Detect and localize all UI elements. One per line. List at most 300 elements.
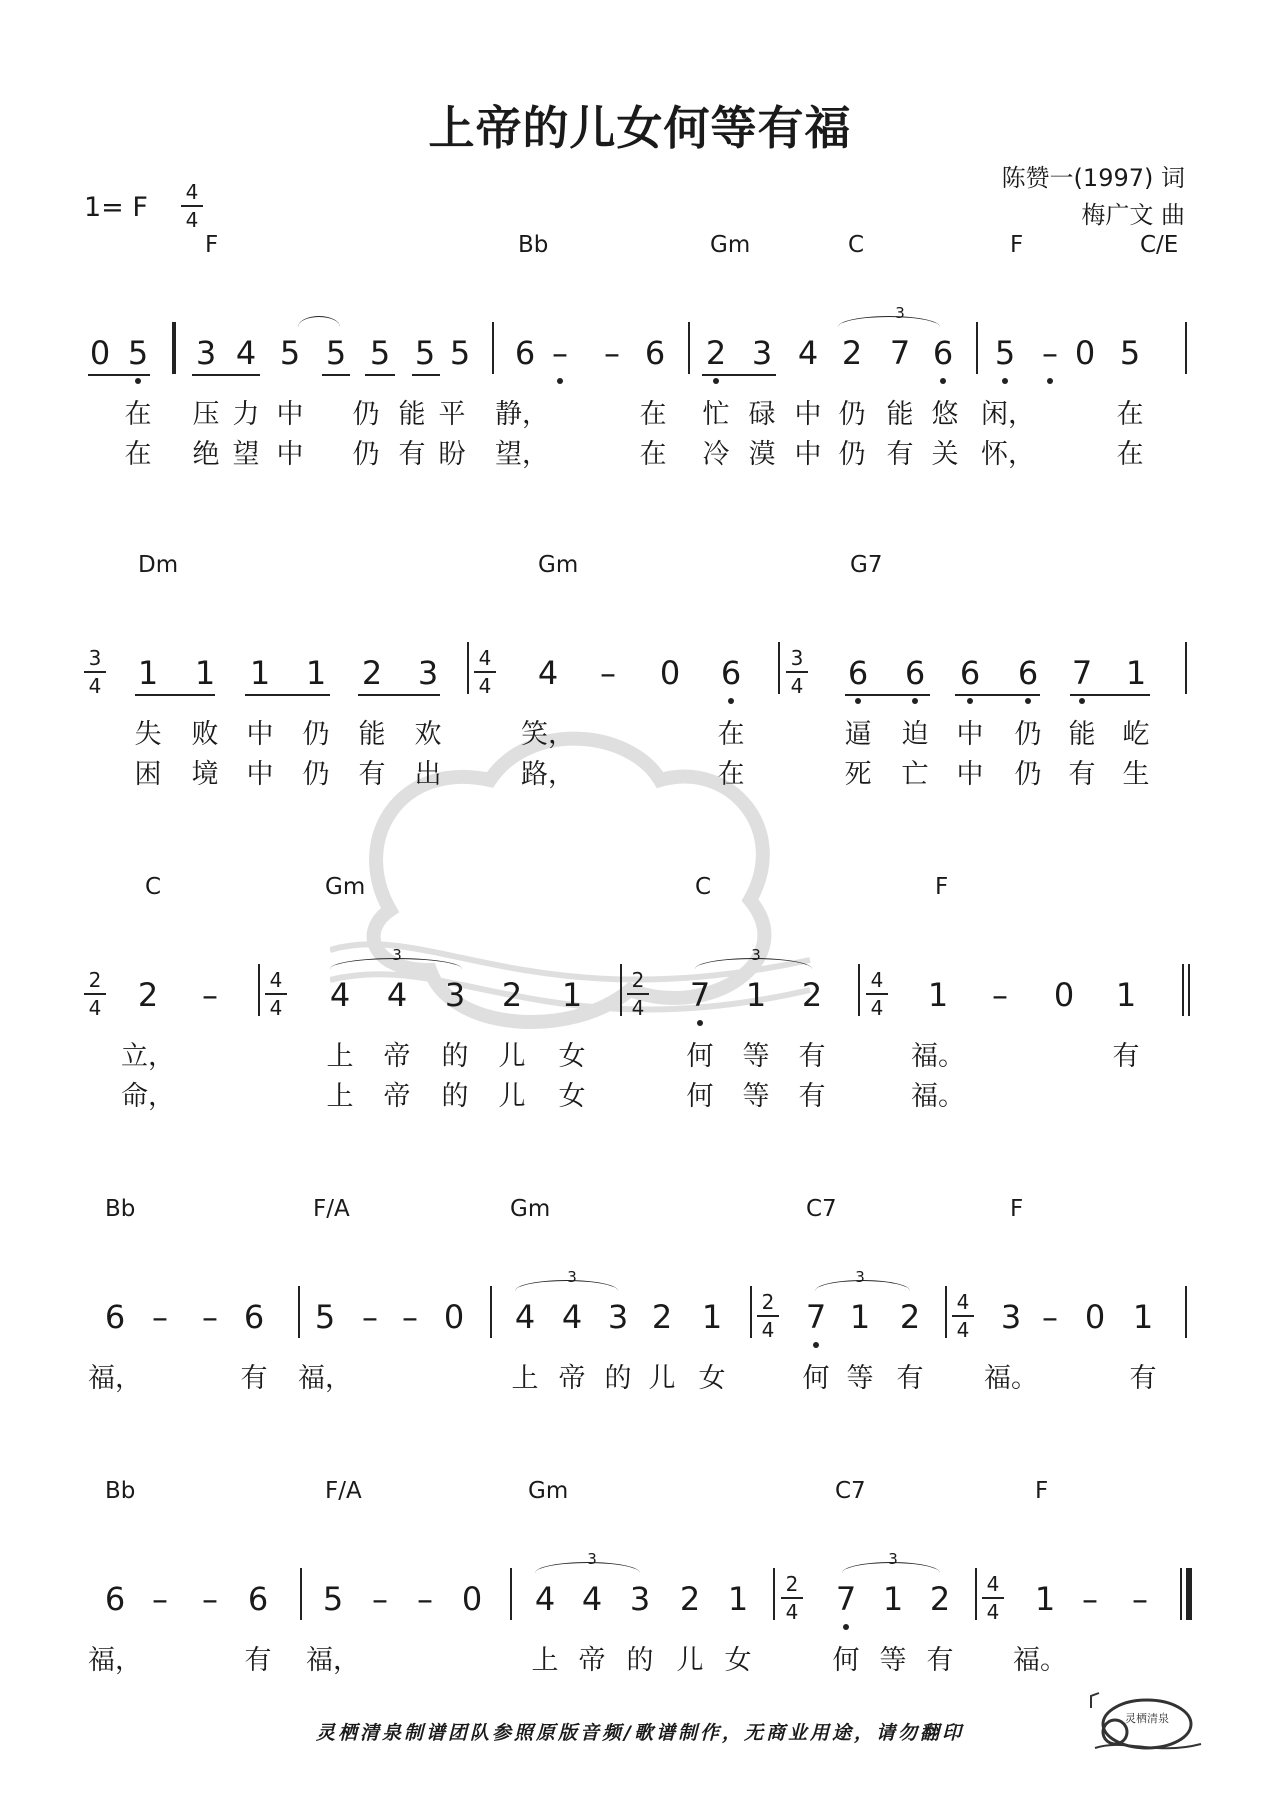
lyric-syllable: 绝 (192, 439, 220, 470)
ts-top: 4 (478, 646, 492, 670)
lyric-syllable: 福。 (1013, 1645, 1067, 1676)
ts-top: 4 (956, 1290, 970, 1314)
lyric-syllable: 的 (441, 1041, 469, 1072)
beam-underline (702, 374, 776, 376)
hold-dash: – (152, 1580, 168, 1618)
lyric-syllable: 中 (956, 719, 984, 750)
lyric-syllable: 望， (495, 439, 549, 470)
low-octave-dot (1025, 698, 1031, 704)
bar-line (510, 1568, 512, 1620)
chord-symbol: C7 (835, 1478, 866, 1504)
jianpu-note: 5 (325, 334, 347, 372)
triplet-number: 3 (895, 304, 905, 322)
ts-bottom: 4 (88, 674, 102, 698)
chord-symbol: F/A (313, 1196, 350, 1222)
jianpu-note: 1 (1125, 654, 1147, 692)
lyric-syllable: 儿 (648, 1363, 676, 1394)
jianpu-note: 2 (361, 654, 383, 692)
time-signature (474, 648, 496, 696)
chord-symbol: Bb (105, 1478, 136, 1504)
lyric-syllable: 关 (931, 439, 959, 470)
lyric-syllable: 儿 (498, 1041, 526, 1072)
ts-top: 3 (790, 646, 804, 670)
initial-time-signature (181, 182, 203, 230)
jianpu-note: 2 (929, 1580, 951, 1618)
jianpu-note: 0 (1084, 1298, 1106, 1336)
lyric-syllable: 路， (521, 759, 575, 790)
jianpu-note: 7 (689, 976, 711, 1014)
lyric-syllable: 有 (240, 1363, 268, 1394)
lyric-syllable: 静， (495, 399, 549, 430)
time-signature (757, 1292, 779, 1340)
lyric-syllable: 等 (879, 1645, 907, 1676)
jianpu-note: 2 (899, 1298, 921, 1336)
chord-symbol: Gm (710, 232, 751, 258)
jianpu-note: 3 (417, 654, 439, 692)
low-octave-dot (1079, 698, 1085, 704)
lyric-syllable: 中 (276, 399, 304, 430)
jianpu-note: 4 (537, 654, 559, 692)
lyric-syllable: 迫 (901, 719, 929, 750)
jianpu-note: 3 (1000, 1298, 1022, 1336)
lyric-syllable: 仍 (1014, 759, 1042, 790)
time-signature (84, 648, 106, 696)
beam-underline (845, 694, 930, 696)
jianpu-note: 3 (751, 334, 773, 372)
jianpu-note: 3 (629, 1580, 651, 1618)
chord-symbol: Gm (538, 552, 579, 578)
lyric-syllable: 出 (414, 759, 442, 790)
lyric-syllable: 能 (398, 399, 426, 430)
lyric-syllable: 中 (276, 439, 304, 470)
lyric-syllable: 仍 (838, 399, 866, 430)
jianpu-note: 1 (1132, 1298, 1154, 1336)
chord-symbol: Bb (105, 1196, 136, 1222)
low-octave-dot (557, 378, 563, 384)
jianpu-note: 2 (651, 1298, 673, 1336)
hold-dash: – (552, 334, 568, 372)
lyric-syllable: 有 (886, 439, 914, 470)
lyric-syllable: 境 (191, 759, 219, 790)
lyric-syllable: 压 (192, 399, 220, 430)
hold-dash: – (362, 1298, 378, 1336)
lyric-syllable: 上 (326, 1081, 354, 1112)
chord-symbol: F/A (325, 1478, 362, 1504)
jianpu-note: 6 (644, 334, 666, 372)
time-signature (952, 1292, 974, 1340)
low-octave-dot (940, 378, 946, 384)
lyric-syllable: 帝 (383, 1081, 411, 1112)
jianpu-note: 6 (847, 654, 869, 692)
ts-bottom: 4 (761, 1318, 775, 1342)
lyric-syllable: 儿 (498, 1081, 526, 1112)
beam-underline (135, 694, 215, 696)
jianpu-note: 6 (904, 654, 926, 692)
lyric-syllable: 屹 (1122, 719, 1150, 750)
hold-dash: – (992, 976, 1008, 1014)
time-signature (627, 970, 649, 1018)
lyric-syllable: 福， (306, 1645, 360, 1676)
jianpu-note: 3 (444, 976, 466, 1014)
low-octave-dot (713, 378, 719, 384)
lyric-syllable: 在 (639, 399, 667, 430)
lyric-syllable: 在 (639, 439, 667, 470)
chord-symbol: C (145, 874, 162, 900)
lyric-syllable: 欢 (414, 719, 442, 750)
lyric-syllable: 福。 (911, 1081, 965, 1112)
final-bar-line-thick (1186, 1568, 1192, 1620)
hold-dash: – (417, 1580, 433, 1618)
jianpu-note: 4 (386, 976, 408, 1014)
jianpu-note: 0 (659, 654, 681, 692)
bar-line (1185, 642, 1187, 694)
jianpu-note: 5 (994, 334, 1016, 372)
lyric-syllable: 命， (121, 1081, 175, 1112)
ts-top: 2 (631, 968, 645, 992)
chord-symbol: C (695, 874, 712, 900)
lyric-syllable: 悠 (931, 399, 959, 430)
jianpu-note: 6 (243, 1298, 265, 1336)
lyric-syllable: 何 (686, 1041, 714, 1072)
lyric-syllable: 女 (698, 1363, 726, 1394)
jianpu-note: 6 (514, 334, 536, 372)
lyric-syllable: 有 (1129, 1363, 1157, 1394)
jianpu-note: 5 (127, 334, 149, 372)
lyric-syllable: 仍 (302, 719, 330, 750)
jianpu-note: 5 (414, 334, 436, 372)
bar-line (298, 1286, 300, 1338)
chord-symbol: F (1010, 1196, 1024, 1222)
beam-underline (1070, 694, 1150, 696)
jianpu-note: 2 (705, 334, 727, 372)
jianpu-note: 4 (561, 1298, 583, 1336)
double-bar-line (1182, 964, 1184, 1016)
lyric-syllable: 何 (832, 1645, 860, 1676)
triplet-number: 3 (888, 1550, 898, 1568)
lyric-syllable: 上 (326, 1041, 354, 1072)
bar-line (258, 964, 260, 1016)
jianpu-note: 6 (1017, 654, 1039, 692)
chord-symbol: F (205, 232, 219, 258)
chord-symbol: G7 (850, 552, 883, 578)
jianpu-note: 6 (720, 654, 742, 692)
lyric-syllable: 生 (1122, 759, 1150, 790)
jianpu-note: 1 (137, 654, 159, 692)
jianpu-note: 1 (1034, 1580, 1056, 1618)
jianpu-note: 1 (727, 1580, 749, 1618)
lyric-syllable: 困 (134, 759, 162, 790)
hold-dash: – (152, 1298, 168, 1336)
lyric-syllable: 有 (244, 1645, 272, 1676)
triplet-number: 3 (587, 1550, 597, 1568)
footer-note: 灵栖清泉制谱团队参照原版音频/歌谱制作，无商业用途，请勿翻印 (316, 1722, 964, 1744)
beam-underline (365, 374, 395, 376)
lyric-syllable: 等 (846, 1363, 874, 1394)
jianpu-note: 5 (1119, 334, 1141, 372)
lyric-syllable: 仍 (352, 399, 380, 430)
lyric-syllable: 在 (1116, 399, 1144, 430)
bar-line (975, 1568, 977, 1620)
beam-underline (245, 694, 330, 696)
lyric-syllable: 中 (956, 759, 984, 790)
time-signature (866, 970, 888, 1018)
beam-underline (88, 374, 150, 376)
jianpu-note: 5 (314, 1298, 336, 1336)
triplet-arc (838, 316, 940, 327)
bar-line (1185, 322, 1187, 374)
low-octave-dot (967, 698, 973, 704)
lyric-syllable: 能 (358, 719, 386, 750)
jianpu-note: 5 (369, 334, 391, 372)
bar-line (778, 642, 780, 694)
chord-symbol: C7 (806, 1196, 837, 1222)
lyric-syllable: 有 (896, 1363, 924, 1394)
key-signature (84, 192, 148, 223)
hold-dash: – (202, 1298, 218, 1336)
time-signature (265, 970, 287, 1018)
low-octave-dot (855, 698, 861, 704)
bar-line (172, 322, 174, 374)
jianpu-note: 1 (305, 654, 327, 692)
lyric-syllable: 中 (246, 719, 274, 750)
lyric-syllable: 福， (298, 1363, 352, 1394)
beam-underline (322, 374, 350, 376)
bar-line (945, 1286, 947, 1338)
ts-top: 4 (269, 968, 283, 992)
jianpu-note: 1 (561, 976, 583, 1014)
jianpu-note: 0 (89, 334, 111, 372)
hold-dash: – (1082, 1580, 1098, 1618)
beam-underline (412, 374, 440, 376)
jianpu-note: 1 (194, 654, 216, 692)
lyric-syllable: 在 (717, 719, 745, 750)
ts-bottom: 4 (185, 208, 199, 232)
low-octave-dot (1002, 378, 1008, 384)
chord-symbol: Gm (325, 874, 366, 900)
lyric-syllable: 败 (191, 719, 219, 750)
jianpu-note: 7 (889, 334, 911, 372)
lyric-syllable: 在 (124, 399, 152, 430)
lyric-syllable: 能 (886, 399, 914, 430)
lyric-syllable: 帝 (578, 1645, 606, 1676)
time-signature (84, 970, 106, 1018)
jianpu-note: 0 (1074, 334, 1096, 372)
lyric-syllable: 福， (88, 1363, 142, 1394)
beam-underline (358, 694, 440, 696)
time-signature (786, 648, 808, 696)
jianpu-note: 2 (679, 1580, 701, 1618)
ts-top: 4 (870, 968, 884, 992)
lyric-syllable: 能 (1068, 719, 1096, 750)
lyric-syllable: 帝 (558, 1363, 586, 1394)
jianpu-note: 4 (581, 1580, 603, 1618)
lyric-syllable: 中 (794, 439, 822, 470)
lyric-syllable: 在 (124, 439, 152, 470)
jianpu-note: 1 (927, 976, 949, 1014)
hold-dash: – (1042, 1298, 1058, 1336)
jianpu-note: 4 (235, 334, 257, 372)
jianpu-note: 3 (607, 1298, 629, 1336)
chord-symbol: F (935, 874, 949, 900)
ts-bottom: 4 (790, 674, 804, 698)
jianpu-note: 4 (534, 1580, 556, 1618)
ts-bottom: 4 (88, 996, 102, 1020)
hold-dash: – (202, 976, 218, 1014)
lyric-syllable: 有 (798, 1041, 826, 1072)
song-title: 上帝的儿女何等有福 (428, 101, 852, 155)
lyric-syllable: 漠 (748, 439, 776, 470)
low-octave-dot (135, 378, 141, 384)
jianpu-note: 4 (514, 1298, 536, 1336)
lyric-syllable: 碌 (748, 399, 776, 430)
chord-symbol: Dm (138, 552, 179, 578)
bar-line (858, 964, 860, 1016)
key-label: 1= F (84, 192, 148, 223)
lyric-syllable: 逼 (844, 719, 872, 750)
lyric-syllable: 福， (88, 1645, 142, 1676)
low-octave-dot (813, 1342, 819, 1348)
lyric-syllable: 平 (438, 399, 466, 430)
jianpu-note: 6 (104, 1580, 126, 1618)
ts-top: 4 (185, 180, 199, 204)
lyric-syllable: 上 (531, 1645, 559, 1676)
lyricist-credit: 陈赞一(1997) 词 (1001, 164, 1185, 192)
ts-bottom: 4 (956, 1318, 970, 1342)
jianpu-note: 1 (882, 1580, 904, 1618)
triplet-number: 3 (751, 946, 761, 964)
lyric-syllable: 的 (604, 1363, 632, 1394)
lyric-syllable: 福。 (984, 1363, 1038, 1394)
jianpu-note: 2 (501, 976, 523, 1014)
time-signature (982, 1574, 1004, 1622)
bar-line (976, 322, 978, 374)
jianpu-note: 5 (449, 334, 471, 372)
lyric-syllable: 在 (1116, 439, 1144, 470)
lyric-syllable: 亡 (901, 759, 929, 790)
tie-arc (298, 316, 340, 327)
jianpu-note: 6 (247, 1580, 269, 1618)
ts-bottom: 4 (269, 996, 283, 1020)
lyric-syllable: 女 (724, 1645, 752, 1676)
lyric-syllable: 仍 (302, 759, 330, 790)
lyric-syllable: 失 (134, 719, 162, 750)
jianpu-note: 4 (797, 334, 819, 372)
triplet-number: 3 (567, 1268, 577, 1286)
beam-underline (192, 374, 260, 376)
lyric-syllable: 有 (398, 439, 426, 470)
jianpu-note: 0 (443, 1298, 465, 1336)
lyric-syllable: 中 (794, 399, 822, 430)
lyric-syllable: 的 (626, 1645, 654, 1676)
lyric-syllable: 等 (742, 1041, 770, 1072)
ts-top: 2 (761, 1290, 775, 1314)
time-signature (781, 1574, 803, 1622)
jianpu-note: 1 (701, 1298, 723, 1336)
ts-bottom: 4 (785, 1600, 799, 1624)
lyric-syllable: 死 (844, 759, 872, 790)
jianpu-note: 2 (137, 976, 159, 1014)
chord-symbol: C/E (1140, 232, 1179, 258)
lyric-syllable: 女 (558, 1081, 586, 1112)
chord-symbol: Gm (510, 1196, 551, 1222)
jianpu-note: 2 (841, 334, 863, 372)
chord-symbol: F (1010, 232, 1024, 258)
lyric-syllable: 忙 (702, 399, 730, 430)
low-octave-dot (912, 698, 918, 704)
hold-dash: – (1132, 1580, 1148, 1618)
beam-underline (955, 694, 1040, 696)
jianpu-note: 1 (745, 976, 767, 1014)
hold-dash: – (202, 1580, 218, 1618)
jianpu-note: 6 (959, 654, 981, 692)
lyric-syllable: 怀， (981, 439, 1035, 470)
jianpu-note: 7 (805, 1298, 827, 1336)
hold-dash: – (372, 1580, 388, 1618)
ts-top: 2 (785, 1572, 799, 1596)
low-octave-dot (843, 1624, 849, 1630)
lyric-syllable: 的 (441, 1081, 469, 1112)
jianpu-note: 0 (1053, 976, 1075, 1014)
jianpu-note: 1 (1115, 976, 1137, 1014)
lyric-syllable: 等 (742, 1081, 770, 1112)
lyric-syllable: 有 (1068, 759, 1096, 790)
jianpu-note: 1 (849, 1298, 871, 1336)
jianpu-note: 2 (801, 976, 823, 1014)
lyric-syllable: 儿 (676, 1645, 704, 1676)
jianpu-note: 6 (932, 334, 954, 372)
bar-line (1185, 1286, 1187, 1338)
lyric-syllable: 冷 (702, 439, 730, 470)
lyric-syllable: 女 (558, 1041, 586, 1072)
lyric-syllable: 望 (232, 439, 260, 470)
jianpu-note: 7 (835, 1580, 857, 1618)
low-octave-dot (697, 1020, 703, 1026)
jianpu-note: 7 (1071, 654, 1093, 692)
low-octave-dot (1047, 378, 1053, 384)
lyric-syllable: 何 (802, 1363, 830, 1394)
bar-line (620, 964, 622, 1016)
jianpu-note: 6 (104, 1298, 126, 1336)
final-bar-line (1180, 1568, 1182, 1620)
triplet-number: 3 (392, 946, 402, 964)
ts-top: 3 (88, 646, 102, 670)
lyric-syllable: 盼 (438, 439, 466, 470)
jianpu-note: 3 (195, 334, 217, 372)
lyric-syllable: 仍 (352, 439, 380, 470)
lyric-syllable: 何 (686, 1081, 714, 1112)
hold-dash: – (402, 1298, 418, 1336)
chord-symbol: C (848, 232, 865, 258)
ts-bottom: 4 (478, 674, 492, 698)
logo-text: 灵栖清泉 (1125, 1712, 1169, 1725)
ts-top: 4 (986, 1572, 1000, 1596)
lyric-syllable: 笑， (521, 719, 575, 750)
bar-line (490, 1286, 492, 1338)
jianpu-note: 4 (329, 976, 351, 1014)
bar-line (174, 322, 176, 374)
jianpu-note: 1 (249, 654, 271, 692)
bar-line (750, 1286, 752, 1338)
hold-dash: – (604, 334, 620, 372)
hold-dash: – (600, 654, 616, 692)
ts-bottom: 4 (986, 1600, 1000, 1624)
bar-line (773, 1568, 775, 1620)
chord-symbol: Bb (518, 232, 549, 258)
jianpu-note: 0 (461, 1580, 483, 1618)
double-bar-line (1188, 964, 1190, 1016)
jianpu-note: 5 (279, 334, 301, 372)
ts-bottom: 4 (870, 996, 884, 1020)
